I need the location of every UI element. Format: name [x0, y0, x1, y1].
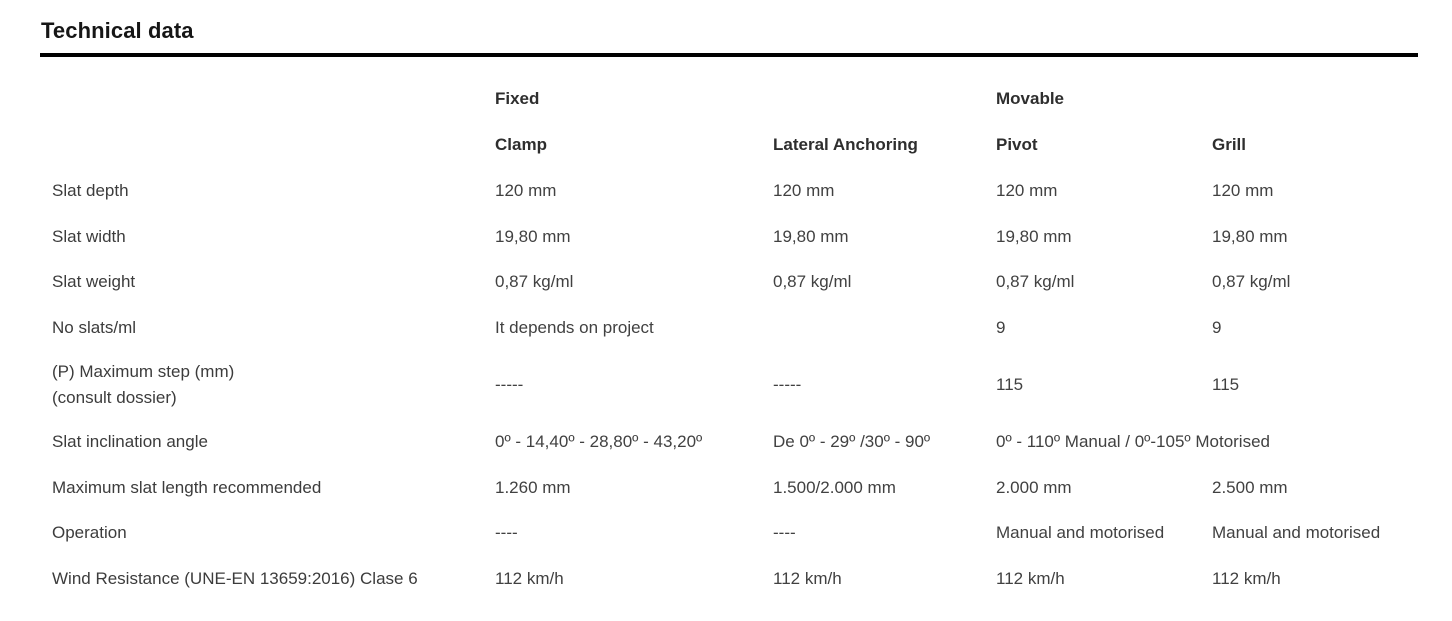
cell-clamp: 1.260 mm [495, 477, 571, 497]
cell-clamp: 0,87 kg/ml [495, 272, 574, 292]
cell-lateral-anchoring: ----- [773, 374, 802, 394]
cell-clamp: 19,80 mm [495, 226, 571, 246]
row-label: Slat inclination angle [52, 432, 208, 452]
cell-lateral-anchoring: 0,87 kg/ml [773, 272, 852, 292]
cell-grill: 9 [1212, 317, 1222, 337]
cell-clamp: ----- [495, 374, 524, 394]
cell-pivot: 112 km/h [996, 568, 1065, 588]
cell-grill: 2.500 mm [1212, 477, 1288, 497]
cell-pivot: 0º - 110º Manual / 0º-105º Motorised [996, 432, 1270, 452]
column-header-lateral-anchoring: Lateral Anchoring [773, 135, 918, 155]
row-label-line-2: (consult dossier) [52, 387, 177, 407]
table-row-slat-inclination-angle [52, 419, 1418, 465]
table-group-header-row [52, 76, 1418, 122]
cell-lateral-anchoring: 120 mm [773, 181, 835, 201]
group-header-fixed: Fixed [495, 89, 540, 109]
column-header-clamp: Clamp [495, 135, 547, 155]
row-label-line-1: (P) Maximum step (mm) [52, 361, 235, 381]
table-row-no-slats [52, 305, 1418, 351]
cell-grill: 112 km/h [1212, 568, 1281, 588]
group-header-movable: Movable [996, 89, 1065, 109]
cell-lateral-anchoring: ---- [773, 523, 796, 543]
cell-grill: Manual and motorised [1212, 523, 1381, 543]
row-label: Slat weight [52, 272, 136, 292]
table-row-maximum-step [52, 350, 1418, 419]
cell-clamp: 120 mm [495, 181, 557, 201]
cell-pivot: 0,87 kg/ml [996, 272, 1075, 292]
row-label: Slat depth [52, 181, 129, 201]
cell-clamp: It depends on project [495, 317, 654, 337]
table-column-header-row [52, 122, 1418, 168]
cell-grill: 115 [1212, 374, 1240, 394]
column-header-grill: Grill [1212, 135, 1247, 155]
cell-lateral-anchoring: 112 km/h [773, 568, 842, 588]
cell-lateral-anchoring: De 0º - 29º /30º - 90º [773, 432, 931, 452]
table-row-operation [52, 510, 1418, 556]
row-label: Wind Resistance (UNE-EN 13659:2016) Clase 6 [52, 568, 418, 588]
page-title: Technical data [41, 18, 194, 43]
cell-pivot: 115 [996, 374, 1024, 394]
table-row-maximum-slat-length [52, 465, 1418, 511]
cell-pivot: 120 mm [996, 181, 1058, 201]
cell-lateral-anchoring: 19,80 mm [773, 226, 849, 246]
cell-grill: 120 mm [1212, 181, 1274, 201]
row-label: No slats/ml [52, 317, 137, 337]
cell-grill: 0,87 kg/ml [1212, 272, 1291, 292]
title-underline [40, 53, 1418, 57]
column-header-pivot: Pivot [996, 135, 1038, 155]
cell-pivot: 19,80 mm [996, 226, 1072, 246]
cell-pivot: 9 [996, 317, 1006, 337]
row-label: Maximum slat length recommended [52, 477, 322, 497]
row-label: Slat width [52, 226, 126, 246]
cell-clamp: 0º - 14,40º - 28,80º - 43,20º [495, 432, 703, 452]
cell-pivot: 2.000 mm [996, 477, 1072, 497]
row-label: Operation [52, 523, 127, 543]
cell-clamp: ---- [495, 523, 518, 543]
table-row-slat-weight [52, 259, 1418, 305]
table-row-slat-width [52, 214, 1418, 260]
cell-pivot: Manual and motorised [996, 523, 1165, 543]
cell-lateral-anchoring: 1.500/2.000 mm [773, 477, 896, 497]
cell-grill: 19,80 mm [1212, 226, 1288, 246]
technical-data-table [40, 76, 1418, 601]
cell-clamp: 112 km/h [495, 568, 564, 588]
table-row-wind-resistance [52, 556, 1418, 602]
table-row-slat-depth [52, 168, 1418, 214]
row-label [52, 359, 495, 411]
